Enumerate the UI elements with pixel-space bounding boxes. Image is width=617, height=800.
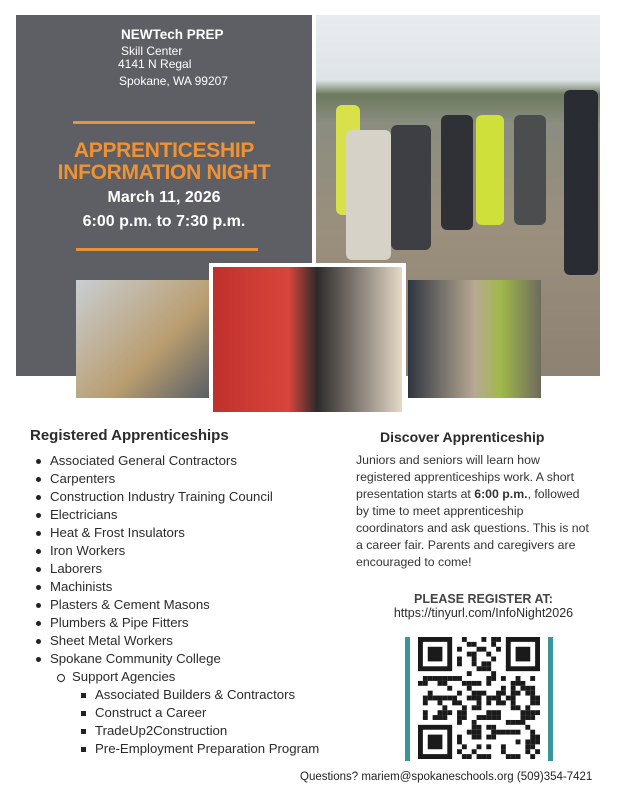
list-item: Spokane Community College	[30, 650, 350, 668]
discover-description: Juniors and seniors will learn how registered apprenticeships work. A short presentation starts at 6:00 p.m., followed by time to meet apprenticeship coordinators and ask questions. This is not a career fair. Parents and caregivers are encouraged to come!	[356, 453, 589, 569]
list-item: Sheet Metal Workers	[30, 632, 350, 650]
list-item: TradeUp2Construction	[30, 722, 350, 740]
list-item: Laborers	[30, 560, 350, 578]
address-line: Spokane, WA 99207	[119, 74, 228, 88]
address-line: 4141 N Regal	[118, 57, 192, 71]
divider	[73, 121, 255, 124]
list-item: Construction Industry Training Council	[30, 488, 350, 506]
carpentry-photo	[76, 280, 209, 398]
register-link[interactable]: https://tinyurl.com/InfoNight2026	[393, 606, 574, 620]
welders-photo	[209, 263, 406, 416]
discover-heading: Discover Apprenticeship	[380, 429, 545, 445]
teal-bar	[548, 637, 553, 761]
event-title: APPRENTICESHIP	[73, 139, 255, 162]
event-time: 6:00 p.m. to 7:30 p.m.	[82, 213, 246, 230]
list-item: Associated Builders & Contractors	[30, 686, 350, 704]
list-item: Iron Workers	[30, 542, 350, 560]
list-item: Construct a Career	[30, 704, 350, 722]
list-item: Machinists	[30, 578, 350, 596]
list-item: Plasters & Cement Masons	[30, 596, 350, 614]
apprenticeship-list	[30, 452, 350, 758]
registered-heading: Registered Apprenticeships	[30, 427, 229, 444]
list-item: Associated General Contractors	[30, 452, 350, 470]
event-title: INFORMATION NIGHT	[57, 161, 271, 184]
teal-bar	[405, 637, 410, 761]
electrical-photo	[408, 280, 541, 398]
list-item: Plumbers & Pipe Fitters	[30, 614, 350, 632]
list-item: Carpenters	[30, 470, 350, 488]
list-item: Electricians	[30, 506, 350, 524]
list-item: Heat & Frost Insulators	[30, 524, 350, 542]
event-date: March 11, 2026	[107, 189, 221, 206]
registration-qr-code[interactable]	[418, 636, 540, 760]
list-item: Pre-Employment Preparation Program	[30, 740, 320, 758]
divider	[76, 248, 258, 251]
address-line: Skill Center	[121, 44, 183, 58]
sub-list-heading: Support Agencies	[30, 668, 350, 686]
contact-footer: Questions? mariem@spokaneschools.org (509)354-7421	[300, 771, 593, 783]
org-name: NEWTech PREP	[121, 27, 224, 42]
register-label: PLEASE REGISTER AT:	[414, 592, 553, 606]
